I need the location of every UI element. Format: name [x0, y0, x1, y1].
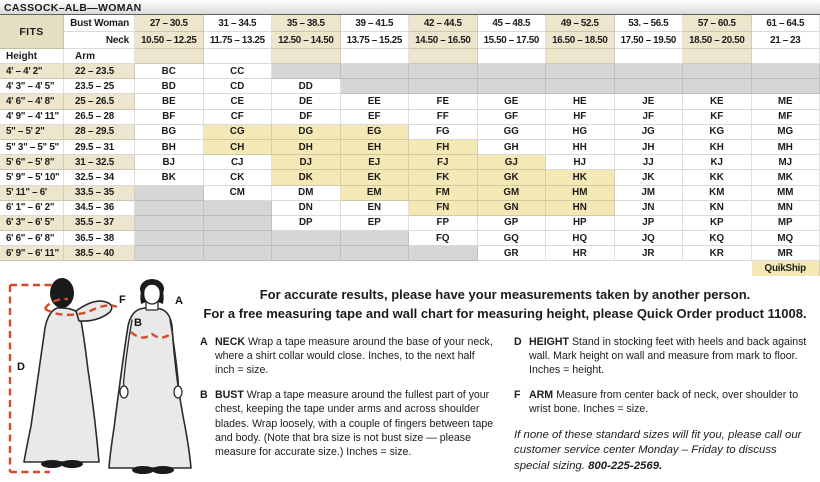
size-cell-CJ: CJ	[204, 155, 273, 170]
size-cell-GG: GG	[478, 125, 547, 140]
size-cell-CE: CE	[204, 94, 273, 109]
size-cell-empty	[683, 64, 752, 79]
size-cell-DG: DG	[272, 125, 341, 140]
arm-range: 38.5 – 40	[64, 246, 135, 261]
size-cell-BE: BE	[135, 94, 204, 109]
instruction-term: HEIGHT	[529, 336, 570, 349]
instructions-content	[196, 278, 820, 482]
size-cell-FK: FK	[409, 170, 478, 185]
size-cell-FE: FE	[409, 94, 478, 109]
size-cell-empty	[341, 246, 410, 261]
size-cell-MQ: MQ	[752, 231, 820, 246]
bust-range-header: 49 – 52.5	[546, 15, 615, 32]
size-cell-EJ: EJ	[341, 155, 410, 170]
size-cell-MG: MG	[752, 125, 820, 140]
instr-slot-right	[514, 335, 810, 416]
arm-range: 23.5 – 25	[64, 79, 135, 94]
figure-label-arm: F	[119, 294, 126, 307]
size-cell-GE: GE	[478, 94, 547, 109]
figure-label-bust: B	[134, 317, 142, 330]
filler-cell	[272, 49, 341, 64]
size-cell-MP: MP	[752, 216, 820, 231]
size-cell-MM: MM	[752, 186, 820, 201]
size-cell-EG: EG	[341, 125, 410, 140]
size-cell-empty	[204, 201, 273, 216]
instruction-arm	[514, 388, 810, 416]
size-cell-HR: HR	[546, 246, 615, 261]
size-cell-JK: JK	[615, 170, 684, 185]
table-title: CASSOCK–ALB—WOMAN	[0, 0, 820, 15]
size-cell-DP: DP	[272, 216, 341, 231]
size-cell-EF: EF	[341, 110, 410, 125]
size-cell-empty	[135, 201, 204, 216]
size-cell-CM: CM	[204, 186, 273, 201]
neck-range-header: 10.50 – 12.25	[135, 32, 204, 49]
size-cell-EM: EM	[341, 186, 410, 201]
neck-range-header: 14.50 – 16.50	[409, 32, 478, 49]
size-cell-JQ: JQ	[615, 231, 684, 246]
bust-range-header: 31 – 34.5	[204, 15, 273, 32]
size-cell-DM: DM	[272, 186, 341, 201]
height-range: 4' 6" – 4' 8"	[0, 94, 64, 109]
size-cell-empty	[409, 79, 478, 94]
size-cell-GK: GK	[478, 170, 547, 185]
arm-range: 35.5 – 37	[64, 216, 135, 231]
size-cell-HF: HF	[546, 110, 615, 125]
size-cell-EH: EH	[341, 140, 410, 155]
height-range: 5" – 5' 2"	[0, 125, 64, 140]
neck-range-header: 13.75 – 15.25	[341, 32, 410, 49]
size-cell-JM: JM	[615, 186, 684, 201]
size-cell-empty	[478, 79, 547, 94]
size-cell-FH: FH	[409, 140, 478, 155]
quikship-badge: QuikShip	[752, 261, 820, 276]
bust-range-header: 45 – 48.5	[478, 15, 547, 32]
size-cell-DF: DF	[272, 110, 341, 125]
size-cell-empty	[615, 64, 684, 79]
bust-range-header: 61 – 64.5	[752, 15, 820, 32]
size-cell-FJ: FJ	[409, 155, 478, 170]
figure-label-neck: A	[175, 295, 183, 308]
figure-label-height: D	[17, 361, 25, 374]
size-cell-empty	[341, 231, 410, 246]
neck-range-header: 15.50 – 17.50	[478, 32, 547, 49]
filler-cell	[478, 49, 547, 64]
size-cell-KR: KR	[683, 246, 752, 261]
size-cell-KH: KH	[683, 140, 752, 155]
instruction-term: BUST	[215, 389, 244, 402]
size-cell-empty	[752, 64, 820, 79]
height-range: 5' 9" – 5' 10"	[0, 170, 64, 185]
instruction-key: F	[514, 389, 521, 402]
phone-number: 800-225-2569.	[588, 460, 663, 473]
instructions-left	[200, 335, 496, 475]
size-cell-HQ: HQ	[546, 231, 615, 246]
instruction-body: NECK Wrap a tape measure around the base of your neck, where a shirt collar would close. Inches, to the next half inch = size.	[215, 336, 493, 377]
size-cell-empty	[683, 79, 752, 94]
filler-cell	[341, 49, 410, 64]
size-cell-empty	[478, 64, 547, 79]
front-view-figure	[109, 279, 191, 474]
size-cell-MN: MN	[752, 201, 820, 216]
size-cell-empty	[272, 231, 341, 246]
filler-cell	[683, 49, 752, 64]
bust-range-header: 42 – 44.5	[409, 15, 478, 32]
measurement-figure	[0, 278, 196, 482]
size-cell-CD: CD	[204, 79, 273, 94]
size-cell-CH: CH	[204, 140, 273, 155]
size-cell-FF: FF	[409, 110, 478, 125]
intro-line-2: For a free measuring tape and wall chart for measuring height, please Quick Order product 11008.	[203, 306, 807, 322]
arm-range: 34.5 – 36	[64, 201, 135, 216]
size-cell-BH: BH	[135, 140, 204, 155]
size-cell-JJ: JJ	[615, 155, 684, 170]
size-cell-FP: FP	[409, 216, 478, 231]
size-cell-BC: BC	[135, 64, 204, 79]
size-cell-empty	[752, 79, 820, 94]
size-cell-HG: HG	[546, 125, 615, 140]
size-cell-KP: KP	[683, 216, 752, 231]
arm-range: 29.5 – 31	[64, 140, 135, 155]
size-cell-JH: JH	[615, 140, 684, 155]
bust-range-header: 53. – 56.5	[615, 15, 684, 32]
size-cell-MF: MF	[752, 110, 820, 125]
instruction-key: A	[200, 336, 208, 349]
height-range: 5' 11" – 6'	[0, 186, 64, 201]
size-cell-BF: BF	[135, 110, 204, 125]
bust-range-header: 39 – 41.5	[341, 15, 410, 32]
instruction-columns	[200, 335, 810, 475]
back-view-figure	[24, 278, 117, 468]
size-cell-MK: MK	[752, 170, 820, 185]
size-cell-ME: ME	[752, 94, 820, 109]
quikship-spacer	[0, 261, 752, 276]
size-cell-KK: KK	[683, 170, 752, 185]
size-cell-CK: CK	[204, 170, 273, 185]
instruction-body: HEIGHT Stand in stocking feet with heels and back against wall. Mark height on wall and measure from mark to floor. Inches = height.	[529, 336, 807, 377]
intro-line-1: For accurate results, please have your measurements taken by another person.	[259, 287, 751, 303]
instruction-body: ARM Measure from center back of neck, over shoulder to wrist bone. Inches = size.	[529, 389, 799, 416]
size-cell-EK: EK	[341, 170, 410, 185]
size-cell-KG: KG	[683, 125, 752, 140]
fits-label: FITS	[0, 15, 64, 49]
size-cell-KF: KF	[683, 110, 752, 125]
neck-range-header: 21 – 23	[752, 32, 820, 49]
intro-text	[200, 286, 810, 324]
size-cell-JG: JG	[615, 125, 684, 140]
size-cell-DH: DH	[272, 140, 341, 155]
filler-cell	[135, 49, 204, 64]
arm-range: 33.5 – 35	[64, 186, 135, 201]
size-cell-KQ: KQ	[683, 231, 752, 246]
size-cell-GN: GN	[478, 201, 547, 216]
measuring-section	[0, 278, 820, 482]
filler-cell	[204, 49, 273, 64]
height-range: 4' 9" – 4' 11"	[0, 110, 64, 125]
size-cell-JR: JR	[615, 246, 684, 261]
height-range: 6' 9" – 6' 11"	[0, 246, 64, 261]
note-text: If none of these standard sizes will fit you, please call our customer service center Monday – Friday to discuss special sizing.	[514, 428, 802, 473]
size-cell-CG: CG	[204, 125, 273, 140]
size-cell-HE: HE	[546, 94, 615, 109]
size-cell-empty	[409, 246, 478, 261]
instructions-right	[514, 335, 810, 475]
instruction-body: BUST Wrap a tape measure around the fullest part of your chest, keeping the tape under arms and across shoulder blades. Wrap loosely, with a couple of fingers between tape and body. (Note that bra size is not bust size — please measure for accurate size.) Inches = size.	[215, 389, 494, 458]
size-cell-empty	[272, 64, 341, 79]
arm-range: 28 – 29.5	[64, 125, 135, 140]
size-cell-HH: HH	[546, 140, 615, 155]
special-sizing-note	[514, 428, 810, 476]
neck-range-header: 17.50 – 19.50	[615, 32, 684, 49]
neck-range-header: 18.50 – 20.50	[683, 32, 752, 49]
size-cell-GF: GF	[478, 110, 547, 125]
size-cell-DN: DN	[272, 201, 341, 216]
size-cell-FN: FN	[409, 201, 478, 216]
size-cell-HK: HK	[546, 170, 615, 185]
size-cell-GR: GR	[478, 246, 547, 261]
size-cell-HP: HP	[546, 216, 615, 231]
size-cell-KE: KE	[683, 94, 752, 109]
bust-woman-label: Bust Woman	[64, 15, 135, 32]
height-label: Height	[0, 49, 64, 64]
filler-cell	[546, 49, 615, 64]
arm-label: Arm	[64, 49, 135, 64]
instruction-term: NECK	[215, 336, 246, 349]
instruction-term: ARM	[529, 389, 554, 402]
size-cell-JE: JE	[615, 94, 684, 109]
instruction-height	[514, 335, 810, 377]
neck-label: Neck	[64, 32, 135, 49]
size-cell-JF: JF	[615, 110, 684, 125]
size-cell-MH: MH	[752, 140, 820, 155]
size-cell-DE: DE	[272, 94, 341, 109]
size-cell-CC: CC	[204, 64, 273, 79]
height-range: 5" 3" – 5" 5"	[0, 140, 64, 155]
size-cell-empty	[272, 246, 341, 261]
size-cell-empty	[135, 246, 204, 261]
size-cell-empty	[204, 216, 273, 231]
size-cell-empty	[546, 64, 615, 79]
height-range: 6' 6" – 6' 8"	[0, 231, 64, 246]
size-cell-HJ: HJ	[546, 155, 615, 170]
size-cell-CF: CF	[204, 110, 273, 125]
arm-range: 25 – 26.5	[64, 94, 135, 109]
instr-slot-left	[200, 335, 496, 459]
size-cell-GQ: GQ	[478, 231, 547, 246]
size-cell-empty	[341, 79, 410, 94]
size-cell-JP: JP	[615, 216, 684, 231]
size-cell-EP: EP	[341, 216, 410, 231]
size-cell-empty	[135, 216, 204, 231]
bust-range-header: 35 – 38.5	[272, 15, 341, 32]
instruction-key: D	[514, 336, 522, 349]
size-cell-KN: KN	[683, 201, 752, 216]
size-grid	[0, 15, 820, 276]
size-cell-KM: KM	[683, 186, 752, 201]
size-cell-empty	[546, 79, 615, 94]
bust-range-header: 27 – 30.5	[135, 15, 204, 32]
arm-range: 36.5 – 38	[64, 231, 135, 246]
size-cell-DK: DK	[272, 170, 341, 185]
size-cell-FM: FM	[409, 186, 478, 201]
size-cell-BK: BK	[135, 170, 204, 185]
size-cell-HM: HM	[546, 186, 615, 201]
arm-range: 32.5 – 34	[64, 170, 135, 185]
filler-cell	[409, 49, 478, 64]
size-cell-MR: MR	[752, 246, 820, 261]
size-cell-EE: EE	[341, 94, 410, 109]
size-cell-BJ: BJ	[135, 155, 204, 170]
filler-cell	[752, 49, 820, 64]
instruction-key: B	[200, 389, 208, 402]
size-cell-EN: EN	[341, 201, 410, 216]
size-cell-GM: GM	[478, 186, 547, 201]
arm-range: 26.5 – 28	[64, 110, 135, 125]
size-cell-DJ: DJ	[272, 155, 341, 170]
size-cell-HN: HN	[546, 201, 615, 216]
size-cell-DD: DD	[272, 79, 341, 94]
size-cell-empty	[204, 246, 273, 261]
height-range: 4' 3" – 4' 5"	[0, 79, 64, 94]
arm-range: 31 – 32.5	[64, 155, 135, 170]
size-cell-GJ: GJ	[478, 155, 547, 170]
size-cell-FQ: FQ	[409, 231, 478, 246]
height-range: 4' – 4' 2"	[0, 64, 64, 79]
neck-range-header: 16.50 – 18.50	[546, 32, 615, 49]
size-cell-empty	[615, 79, 684, 94]
height-range: 6' 3" – 6' 5"	[0, 216, 64, 231]
size-cell-empty	[409, 64, 478, 79]
size-cell-empty	[135, 231, 204, 246]
height-range: 6' 1" – 6' 2"	[0, 201, 64, 216]
size-cell-JN: JN	[615, 201, 684, 216]
arm-range: 22 – 23.5	[64, 64, 135, 79]
size-cell-KJ: KJ	[683, 155, 752, 170]
size-cell-MJ: MJ	[752, 155, 820, 170]
size-cell-empty	[341, 64, 410, 79]
size-cell-GH: GH	[478, 140, 547, 155]
size-cell-FG: FG	[409, 125, 478, 140]
neck-range-header: 12.50 – 14.50	[272, 32, 341, 49]
size-cell-BD: BD	[135, 79, 204, 94]
neck-range-header: 11.75 – 13.25	[204, 32, 273, 49]
instruction-neck	[200, 335, 496, 377]
size-cell-empty	[135, 186, 204, 201]
size-cell-GP: GP	[478, 216, 547, 231]
size-cell-empty	[204, 231, 273, 246]
bust-range-header: 57 – 60.5	[683, 15, 752, 32]
instruction-bust	[200, 388, 496, 458]
size-cell-BG: BG	[135, 125, 204, 140]
height-range: 5' 6" – 5' 8"	[0, 155, 64, 170]
filler-cell	[615, 49, 684, 64]
